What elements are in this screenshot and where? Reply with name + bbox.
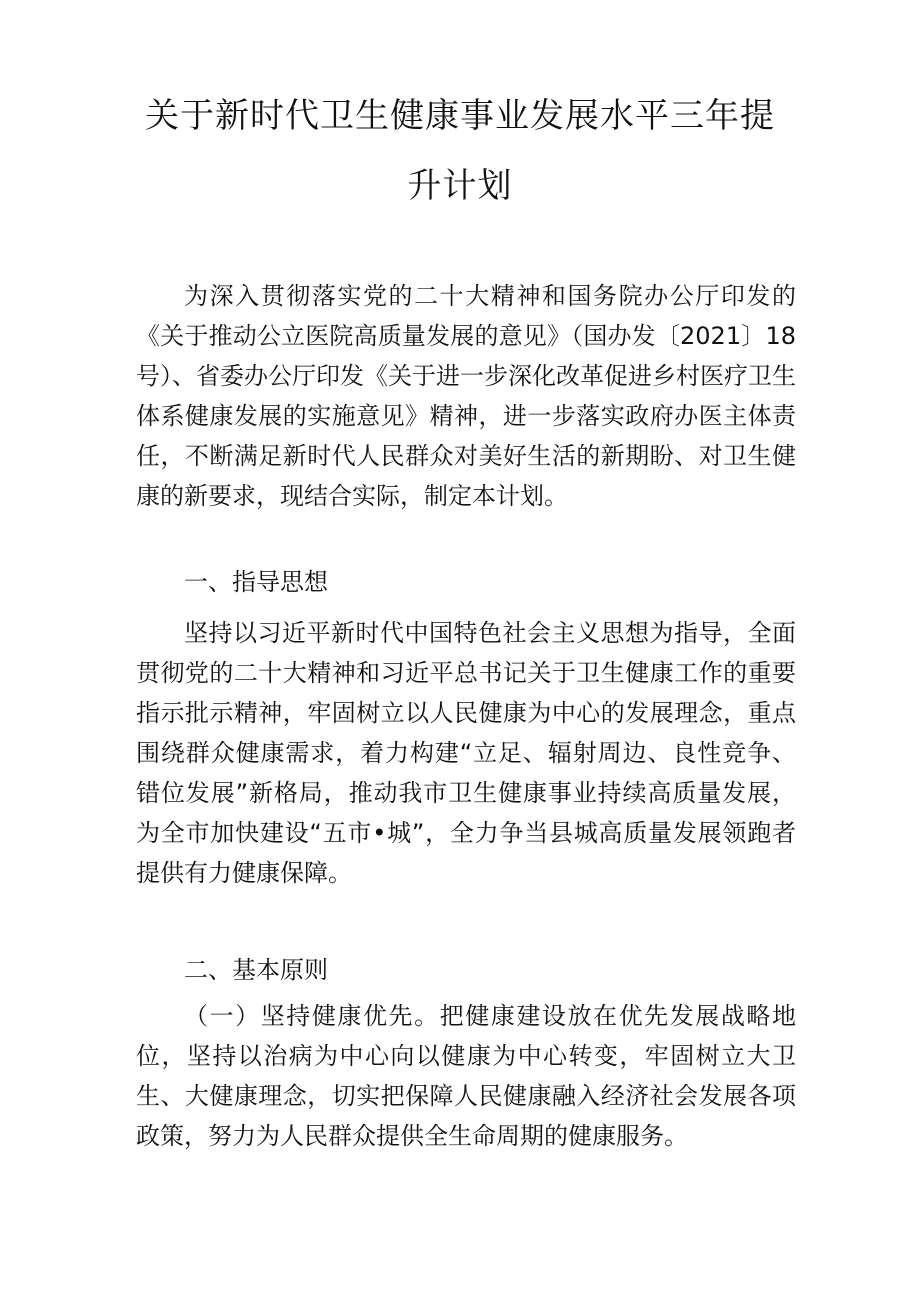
intro-paragraph: 为深入贯彻落实党的二十大精神和国务院办公厅印发的《关于推动公立医院高质量发展的意见》（国办发〔2021〕18号）、省委办公厅印发《关于进一步深化改革促进乡村医疗卫生体系健康发展的实施意见》精神，进一步落实政府办医主体责任，不断满足新时代人民群众对美好生活的新期盼、对卫生健康的新要求，现结合实际，制定本计划。 — [136, 282, 796, 510]
section2-item1-paragraph: （一）坚持健康优先。把健康建设放在优先发展战略地位，坚持以治病为中心向以健康为中心转变，牢固树立大卫生、大健康理念，切实把保障人民健康融入经济社会发展各项政策，努力为人民群众提供全生命周期的健康服务。 — [136, 1002, 796, 1150]
document-title-line2: 升计划 — [407, 166, 513, 206]
document-title-line1: 关于新时代卫生健康事业发展水平三年提 — [145, 96, 775, 136]
section2-heading: 二、基本原则 — [184, 956, 328, 984]
section1-heading: 一、指导思想 — [184, 568, 328, 596]
section1-paragraph: 坚持以习近平新时代中国特色社会主义思想为指导，全面贯彻党的二十大精神和习近平总书记关于卫生健康工作的重要指示批示精神，牢固树立以人民健康为中心的发展理念，重点围绕群众健康需求，着力构建“立足、辐射周边、良性竞争、错位发展”新格局，推动我市卫生健康事业持续高质量发展，为全市加快建设“五市•城”，全力争当县城高质量发展领跑者提供有力健康保障。 — [136, 619, 796, 887]
